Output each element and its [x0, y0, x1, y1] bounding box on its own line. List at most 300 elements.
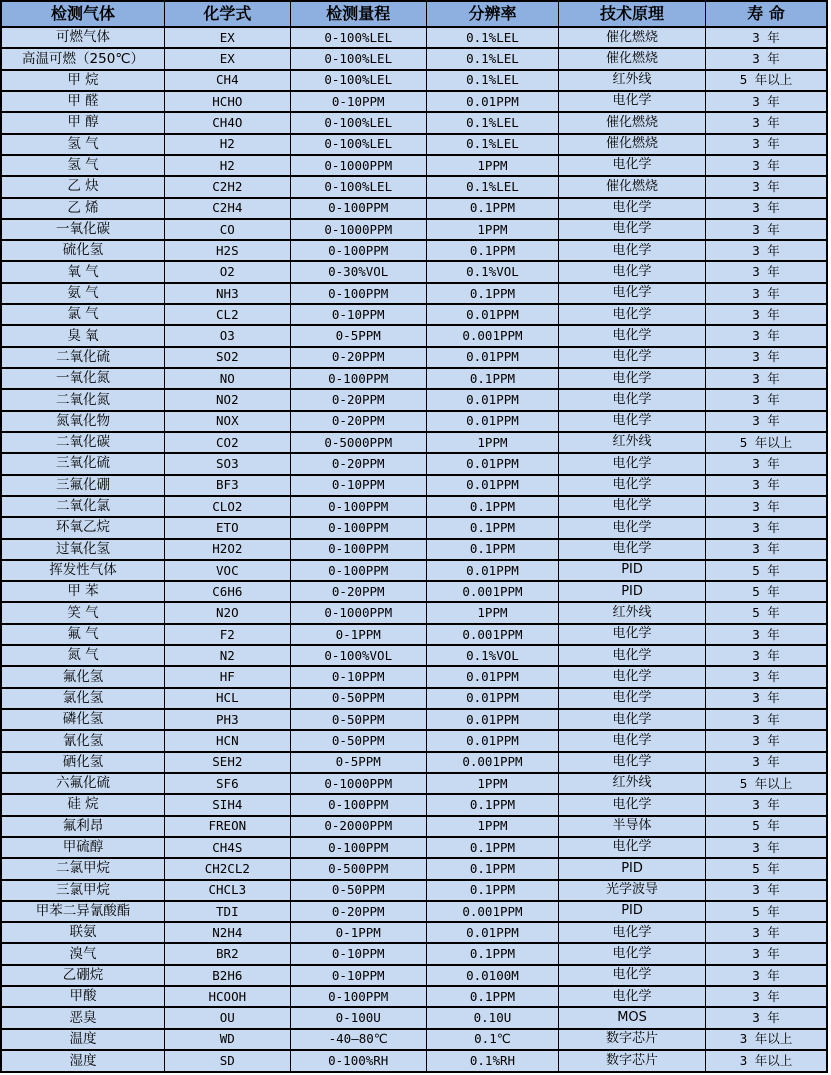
lifespan-cell: 3 年	[706, 27, 827, 48]
formula-cell: NO	[165, 368, 291, 389]
resolution-cell: 0.01PPM	[426, 709, 558, 730]
principle-cell: PID	[559, 901, 706, 922]
principle-cell: PID	[559, 858, 706, 879]
lifespan-cell: 3 年	[706, 155, 827, 176]
lifespan-cell: 3 年	[706, 134, 827, 155]
range-cell: 0-50PPM	[290, 880, 426, 901]
gas-name-cell: 氮氧化物	[1, 411, 165, 432]
formula-cell: HCOOH	[165, 986, 291, 1007]
principle-cell: 催化燃烧	[559, 134, 706, 155]
range-cell: 0-5PPM	[290, 752, 426, 773]
principle-cell: 数字芯片	[559, 1029, 706, 1050]
resolution-cell: 0.01PPM	[426, 347, 558, 368]
table-row	[1, 794, 827, 815]
range-cell: 0-50PPM	[290, 709, 426, 730]
resolution-cell: 0.1℃	[426, 1029, 558, 1050]
lifespan-cell: 3 年	[706, 325, 827, 346]
range-cell: 0-20PPM	[290, 347, 426, 368]
resolution-cell: 0.01PPM	[426, 475, 558, 496]
lifespan-cell: 5 年	[706, 581, 827, 602]
formula-cell: EX	[165, 48, 291, 69]
principle-cell: 电化学	[559, 368, 706, 389]
formula-cell: N2H4	[165, 922, 291, 943]
resolution-cell: 0.1PPM	[426, 837, 558, 858]
gas-name-cell: 氧 气	[1, 261, 165, 282]
formula-cell: VOC	[165, 560, 291, 581]
lifespan-cell: 3 年	[706, 709, 827, 730]
resolution-cell: 1PPM	[426, 602, 558, 623]
range-cell: 0-100PPM	[290, 837, 426, 858]
lifespan-cell: 3 年	[706, 91, 827, 112]
range-cell: 0-100%LEL	[290, 27, 426, 48]
resolution-cell: 0.1PPM	[426, 539, 558, 560]
principle-cell: 电化学	[559, 347, 706, 368]
table-row	[1, 389, 827, 410]
table-row	[1, 475, 827, 496]
table-row	[1, 539, 827, 560]
range-cell: 0-100PPM	[290, 368, 426, 389]
formula-cell: SEH2	[165, 752, 291, 773]
formula-cell: H2	[165, 134, 291, 155]
gas-name-cell: 氟化氢	[1, 666, 165, 687]
resolution-cell: 0.1%LEL	[426, 112, 558, 133]
lifespan-cell: 3 年	[706, 112, 827, 133]
principle-cell: PID	[559, 581, 706, 602]
principle-cell: 电化学	[559, 304, 706, 325]
lifespan-cell: 3 年	[706, 347, 827, 368]
resolution-cell: 0.01PPM	[426, 666, 558, 687]
formula-cell: PH3	[165, 709, 291, 730]
lifespan-cell: 3 年	[706, 986, 827, 1007]
principle-cell: 电化学	[559, 475, 706, 496]
table-row	[1, 432, 827, 453]
gas-name-cell: 硫化氢	[1, 240, 165, 261]
table-row	[1, 709, 827, 730]
resolution-cell: 0.0100M	[426, 965, 558, 986]
gas-name-cell: 乙 烯	[1, 198, 165, 219]
resolution-cell: 0.1PPM	[426, 496, 558, 517]
principle-cell: 电化学	[559, 709, 706, 730]
table-row	[1, 624, 827, 645]
principle-cell: 电化学	[559, 283, 706, 304]
table-header-row	[1, 1, 827, 27]
formula-cell: SO3	[165, 453, 291, 474]
range-cell: 0-20PPM	[290, 581, 426, 602]
principle-cell: 光学波导	[559, 880, 706, 901]
lifespan-cell: 3 年	[706, 240, 827, 261]
table-row	[1, 453, 827, 474]
principle-cell: 数字芯片	[559, 1050, 706, 1072]
table-row	[1, 965, 827, 986]
gas-name-cell: 甲 苯	[1, 581, 165, 602]
formula-cell: OU	[165, 1007, 291, 1028]
formula-cell: CH4	[165, 70, 291, 91]
resolution-cell: 0.1%LEL	[426, 70, 558, 91]
resolution-cell: 0.1%VOL	[426, 261, 558, 282]
principle-cell: 电化学	[559, 837, 706, 858]
table-row	[1, 240, 827, 261]
table-row	[1, 283, 827, 304]
range-cell: 0-500PPM	[290, 858, 426, 879]
table-row	[1, 134, 827, 155]
formula-cell: CO2	[165, 432, 291, 453]
lifespan-cell: 3 年	[706, 496, 827, 517]
formula-cell: FREON	[165, 816, 291, 837]
principle-cell: 电化学	[559, 261, 706, 282]
range-cell: 0-10PPM	[290, 304, 426, 325]
table-row	[1, 688, 827, 709]
lifespan-cell: 3 年	[706, 965, 827, 986]
gas-name-cell: 氢 气	[1, 155, 165, 176]
table-row	[1, 645, 827, 666]
principle-cell: PID	[559, 560, 706, 581]
lifespan-cell: 3 年	[706, 922, 827, 943]
principle-cell: 电化学	[559, 624, 706, 645]
range-cell: 0-20PPM	[290, 901, 426, 922]
table-body	[1, 27, 827, 1072]
formula-cell: CLO2	[165, 496, 291, 517]
principle-cell: 电化学	[559, 198, 706, 219]
table-row	[1, 922, 827, 943]
gas-name-cell: 笑 气	[1, 602, 165, 623]
formula-cell: EX	[165, 27, 291, 48]
table-row	[1, 261, 827, 282]
formula-cell: F2	[165, 624, 291, 645]
table-row	[1, 773, 827, 794]
principle-cell: 催化燃烧	[559, 176, 706, 197]
resolution-cell: 0.1PPM	[426, 880, 558, 901]
gas-name-cell: 二氧化硫	[1, 347, 165, 368]
gas-name-cell: 挥发性气体	[1, 560, 165, 581]
formula-cell: O3	[165, 325, 291, 346]
principle-cell: 电化学	[559, 539, 706, 560]
formula-cell: N2	[165, 645, 291, 666]
range-cell: 0-100%LEL	[290, 112, 426, 133]
lifespan-cell: 3 年	[706, 688, 827, 709]
formula-cell: O2	[165, 261, 291, 282]
table-row	[1, 816, 827, 837]
table-row	[1, 1050, 827, 1072]
principle-cell: 电化学	[559, 794, 706, 815]
formula-cell: CL2	[165, 304, 291, 325]
formula-cell: H2S	[165, 240, 291, 261]
range-cell: 0-100PPM	[290, 539, 426, 560]
lifespan-cell: 3 年	[706, 794, 827, 815]
gas-name-cell: 一氧化碳	[1, 219, 165, 240]
gas-name-cell: 过氧化氢	[1, 539, 165, 560]
formula-cell: HCL	[165, 688, 291, 709]
formula-cell: WD	[165, 1029, 291, 1050]
resolution-cell: 1PPM	[426, 816, 558, 837]
table-row	[1, 560, 827, 581]
resolution-cell: 0.1PPM	[426, 517, 558, 538]
table-row	[1, 48, 827, 69]
resolution-cell: 0.1PPM	[426, 986, 558, 1007]
gas-name-cell: 六氟化硫	[1, 773, 165, 794]
principle-cell: 电化学	[559, 496, 706, 517]
resolution-cell: 0.1PPM	[426, 240, 558, 261]
principle-cell: 催化燃烧	[559, 27, 706, 48]
lifespan-cell: 3 年	[706, 645, 827, 666]
table-row	[1, 198, 827, 219]
table-row	[1, 91, 827, 112]
gas-name-cell: 环氧乙烷	[1, 517, 165, 538]
lifespan-cell: 3 年	[706, 1007, 827, 1028]
table-row	[1, 837, 827, 858]
table-row	[1, 347, 827, 368]
range-cell: 0-100PPM	[290, 517, 426, 538]
resolution-cell: 1PPM	[426, 432, 558, 453]
resolution-cell: 0.01PPM	[426, 304, 558, 325]
range-cell: 0-20PPM	[290, 411, 426, 432]
gas-name-cell: 甲 烷	[1, 70, 165, 91]
resolution-cell: 0.001PPM	[426, 581, 558, 602]
gas-name-cell: 氮 气	[1, 645, 165, 666]
lifespan-cell: 5 年	[706, 816, 827, 837]
principle-cell: 电化学	[559, 453, 706, 474]
formula-cell: HCN	[165, 730, 291, 751]
formula-cell: NO2	[165, 389, 291, 410]
table-row	[1, 581, 827, 602]
gas-name-cell: 溴气	[1, 943, 165, 964]
gas-name-cell: 磷化氢	[1, 709, 165, 730]
formula-cell: H2O2	[165, 539, 291, 560]
resolution-cell: 0.1%LEL	[426, 134, 558, 155]
range-cell: 0-20PPM	[290, 453, 426, 474]
range-cell: 0-20PPM	[290, 389, 426, 410]
table-row	[1, 176, 827, 197]
gas-name-cell: 硅 烷	[1, 794, 165, 815]
resolution-cell: 1PPM	[426, 219, 558, 240]
resolution-cell: 0.001PPM	[426, 752, 558, 773]
gas-name-cell: 二氧化氯	[1, 496, 165, 517]
principle-cell: 电化学	[559, 922, 706, 943]
range-cell: 0-100PPM	[290, 240, 426, 261]
principle-cell: 电化学	[559, 325, 706, 346]
lifespan-cell: 3 年	[706, 517, 827, 538]
resolution-cell: 0.01PPM	[426, 453, 558, 474]
lifespan-cell: 3 年	[706, 880, 827, 901]
resolution-cell: 0.1%RH	[426, 1050, 558, 1072]
range-cell: -40—80℃	[290, 1029, 426, 1050]
lifespan-cell: 5 年以上	[706, 432, 827, 453]
resolution-cell: 0.1PPM	[426, 283, 558, 304]
table-row	[1, 368, 827, 389]
formula-cell: C6H6	[165, 581, 291, 602]
principle-cell: MOS	[559, 1007, 706, 1028]
column-header-gas: 检测气体	[1, 1, 165, 27]
formula-cell: CH4S	[165, 837, 291, 858]
formula-cell: BR2	[165, 943, 291, 964]
range-cell: 0-100PPM	[290, 986, 426, 1007]
principle-cell: 电化学	[559, 411, 706, 432]
gas-name-cell: 一氧化氮	[1, 368, 165, 389]
formula-cell: C2H2	[165, 176, 291, 197]
range-cell: 0-1000PPM	[290, 773, 426, 794]
gas-name-cell: 甲硫醇	[1, 837, 165, 858]
range-cell: 0-10PPM	[290, 475, 426, 496]
formula-cell: TDI	[165, 901, 291, 922]
table-row	[1, 986, 827, 1007]
table-row	[1, 1007, 827, 1028]
principle-cell: 电化学	[559, 730, 706, 751]
table-row	[1, 666, 827, 687]
gas-name-cell: 恶臭	[1, 1007, 165, 1028]
column-header-resolution: 分辨率	[426, 1, 558, 27]
gas-name-cell: 臭 氧	[1, 325, 165, 346]
lifespan-cell: 3 年	[706, 389, 827, 410]
resolution-cell: 0.1%LEL	[426, 27, 558, 48]
principle-cell: 红外线	[559, 602, 706, 623]
resolution-cell: 0.1%LEL	[426, 176, 558, 197]
formula-cell: CHCL3	[165, 880, 291, 901]
resolution-cell: 0.01PPM	[426, 730, 558, 751]
formula-cell: CH2CL2	[165, 858, 291, 879]
formula-cell: SO2	[165, 347, 291, 368]
lifespan-cell: 3 年	[706, 752, 827, 773]
principle-cell: 电化学	[559, 517, 706, 538]
formula-cell: NOX	[165, 411, 291, 432]
column-header-formula: 化学式	[165, 1, 291, 27]
range-cell: 0-5000PPM	[290, 432, 426, 453]
principle-cell: 电化学	[559, 943, 706, 964]
range-cell: 0-100PPM	[290, 794, 426, 815]
lifespan-cell: 5 年以上	[706, 70, 827, 91]
range-cell: 0-100U	[290, 1007, 426, 1028]
resolution-cell: 0.01PPM	[426, 411, 558, 432]
resolution-cell: 0.1%VOL	[426, 645, 558, 666]
gas-name-cell: 氰化氢	[1, 730, 165, 751]
resolution-cell: 0.1PPM	[426, 794, 558, 815]
gas-name-cell: 二氯甲烷	[1, 858, 165, 879]
resolution-cell: 0.001PPM	[426, 325, 558, 346]
lifespan-cell: 3 年	[706, 411, 827, 432]
table-row	[1, 858, 827, 879]
gas-name-cell: 氯化氢	[1, 688, 165, 709]
principle-cell: 电化学	[559, 240, 706, 261]
resolution-cell: 1PPM	[426, 155, 558, 176]
lifespan-cell: 3 年以上	[706, 1029, 827, 1050]
principle-cell: 电化学	[559, 219, 706, 240]
gas-name-cell: 甲 醇	[1, 112, 165, 133]
formula-cell: C2H4	[165, 198, 291, 219]
range-cell: 0-100PPM	[290, 283, 426, 304]
gas-name-cell: 二氧化氮	[1, 389, 165, 410]
lifespan-cell: 5 年	[706, 858, 827, 879]
lifespan-cell: 3 年	[706, 261, 827, 282]
principle-cell: 催化燃烧	[559, 48, 706, 69]
range-cell: 0-100%LEL	[290, 176, 426, 197]
principle-cell: 电化学	[559, 91, 706, 112]
resolution-cell: 0.1PPM	[426, 368, 558, 389]
table-row	[1, 880, 827, 901]
range-cell: 0-10PPM	[290, 91, 426, 112]
range-cell: 0-100PPM	[290, 198, 426, 219]
resolution-cell: 0.01PPM	[426, 560, 558, 581]
resolution-cell: 1PPM	[426, 773, 558, 794]
formula-cell: HCHO	[165, 91, 291, 112]
gas-name-cell: 氨 气	[1, 283, 165, 304]
range-cell: 0-1PPM	[290, 922, 426, 943]
range-cell: 0-100%LEL	[290, 134, 426, 155]
resolution-cell: 0.1%LEL	[426, 48, 558, 69]
gas-name-cell: 甲苯二异氰酸酯	[1, 901, 165, 922]
range-cell: 0-1000PPM	[290, 602, 426, 623]
range-cell: 0-2000PPM	[290, 816, 426, 837]
table-row	[1, 517, 827, 538]
range-cell: 0-100%LEL	[290, 48, 426, 69]
range-cell: 0-10PPM	[290, 965, 426, 986]
gas-name-cell: 甲酸	[1, 986, 165, 1007]
lifespan-cell: 3 年	[706, 624, 827, 645]
formula-cell: ETO	[165, 517, 291, 538]
lifespan-cell: 3 年	[706, 304, 827, 325]
resolution-cell: 0.10U	[426, 1007, 558, 1028]
resolution-cell: 0.01PPM	[426, 922, 558, 943]
table-row	[1, 304, 827, 325]
formula-cell: B2H6	[165, 965, 291, 986]
lifespan-cell: 3 年以上	[706, 1050, 827, 1072]
formula-cell: N2O	[165, 602, 291, 623]
lifespan-cell: 3 年	[706, 48, 827, 69]
principle-cell: 红外线	[559, 773, 706, 794]
table-row	[1, 730, 827, 751]
gas-name-cell: 乙 炔	[1, 176, 165, 197]
resolution-cell: 0.1PPM	[426, 198, 558, 219]
table-row	[1, 602, 827, 623]
table-row	[1, 943, 827, 964]
formula-cell: CH4O	[165, 112, 291, 133]
principle-cell: 催化燃烧	[559, 112, 706, 133]
lifespan-cell: 5 年以上	[706, 773, 827, 794]
principle-cell: 电化学	[559, 155, 706, 176]
formula-cell: NH3	[165, 283, 291, 304]
principle-cell: 电化学	[559, 389, 706, 410]
principle-cell: 电化学	[559, 688, 706, 709]
resolution-cell: 0.01PPM	[426, 91, 558, 112]
range-cell: 0-30%VOL	[290, 261, 426, 282]
resolution-cell: 0.001PPM	[426, 901, 558, 922]
resolution-cell: 0.1PPM	[426, 943, 558, 964]
range-cell: 0-100%LEL	[290, 70, 426, 91]
resolution-cell: 0.001PPM	[426, 624, 558, 645]
principle-cell: 电化学	[559, 965, 706, 986]
range-cell: 0-1PPM	[290, 624, 426, 645]
gas-name-cell: 三氧化硫	[1, 453, 165, 474]
principle-cell: 电化学	[559, 666, 706, 687]
formula-cell: SIH4	[165, 794, 291, 815]
principle-cell: 电化学	[559, 645, 706, 666]
lifespan-cell: 3 年	[706, 453, 827, 474]
table-row	[1, 112, 827, 133]
gas-name-cell: 湿度	[1, 1050, 165, 1072]
lifespan-cell: 5 年	[706, 560, 827, 581]
lifespan-cell: 3 年	[706, 368, 827, 389]
resolution-cell: 0.01PPM	[426, 688, 558, 709]
range-cell: 0-1000PPM	[290, 219, 426, 240]
gas-name-cell: 三氯甲烷	[1, 880, 165, 901]
range-cell: 0-100%VOL	[290, 645, 426, 666]
column-header-range: 检测量程	[290, 1, 426, 27]
range-cell: 0-50PPM	[290, 688, 426, 709]
range-cell: 0-5PPM	[290, 325, 426, 346]
range-cell: 0-100PPM	[290, 496, 426, 517]
principle-cell: 红外线	[559, 432, 706, 453]
range-cell: 0-100%RH	[290, 1050, 426, 1072]
gas-name-cell: 乙硼烷	[1, 965, 165, 986]
lifespan-cell: 3 年	[706, 219, 827, 240]
formula-cell: H2	[165, 155, 291, 176]
